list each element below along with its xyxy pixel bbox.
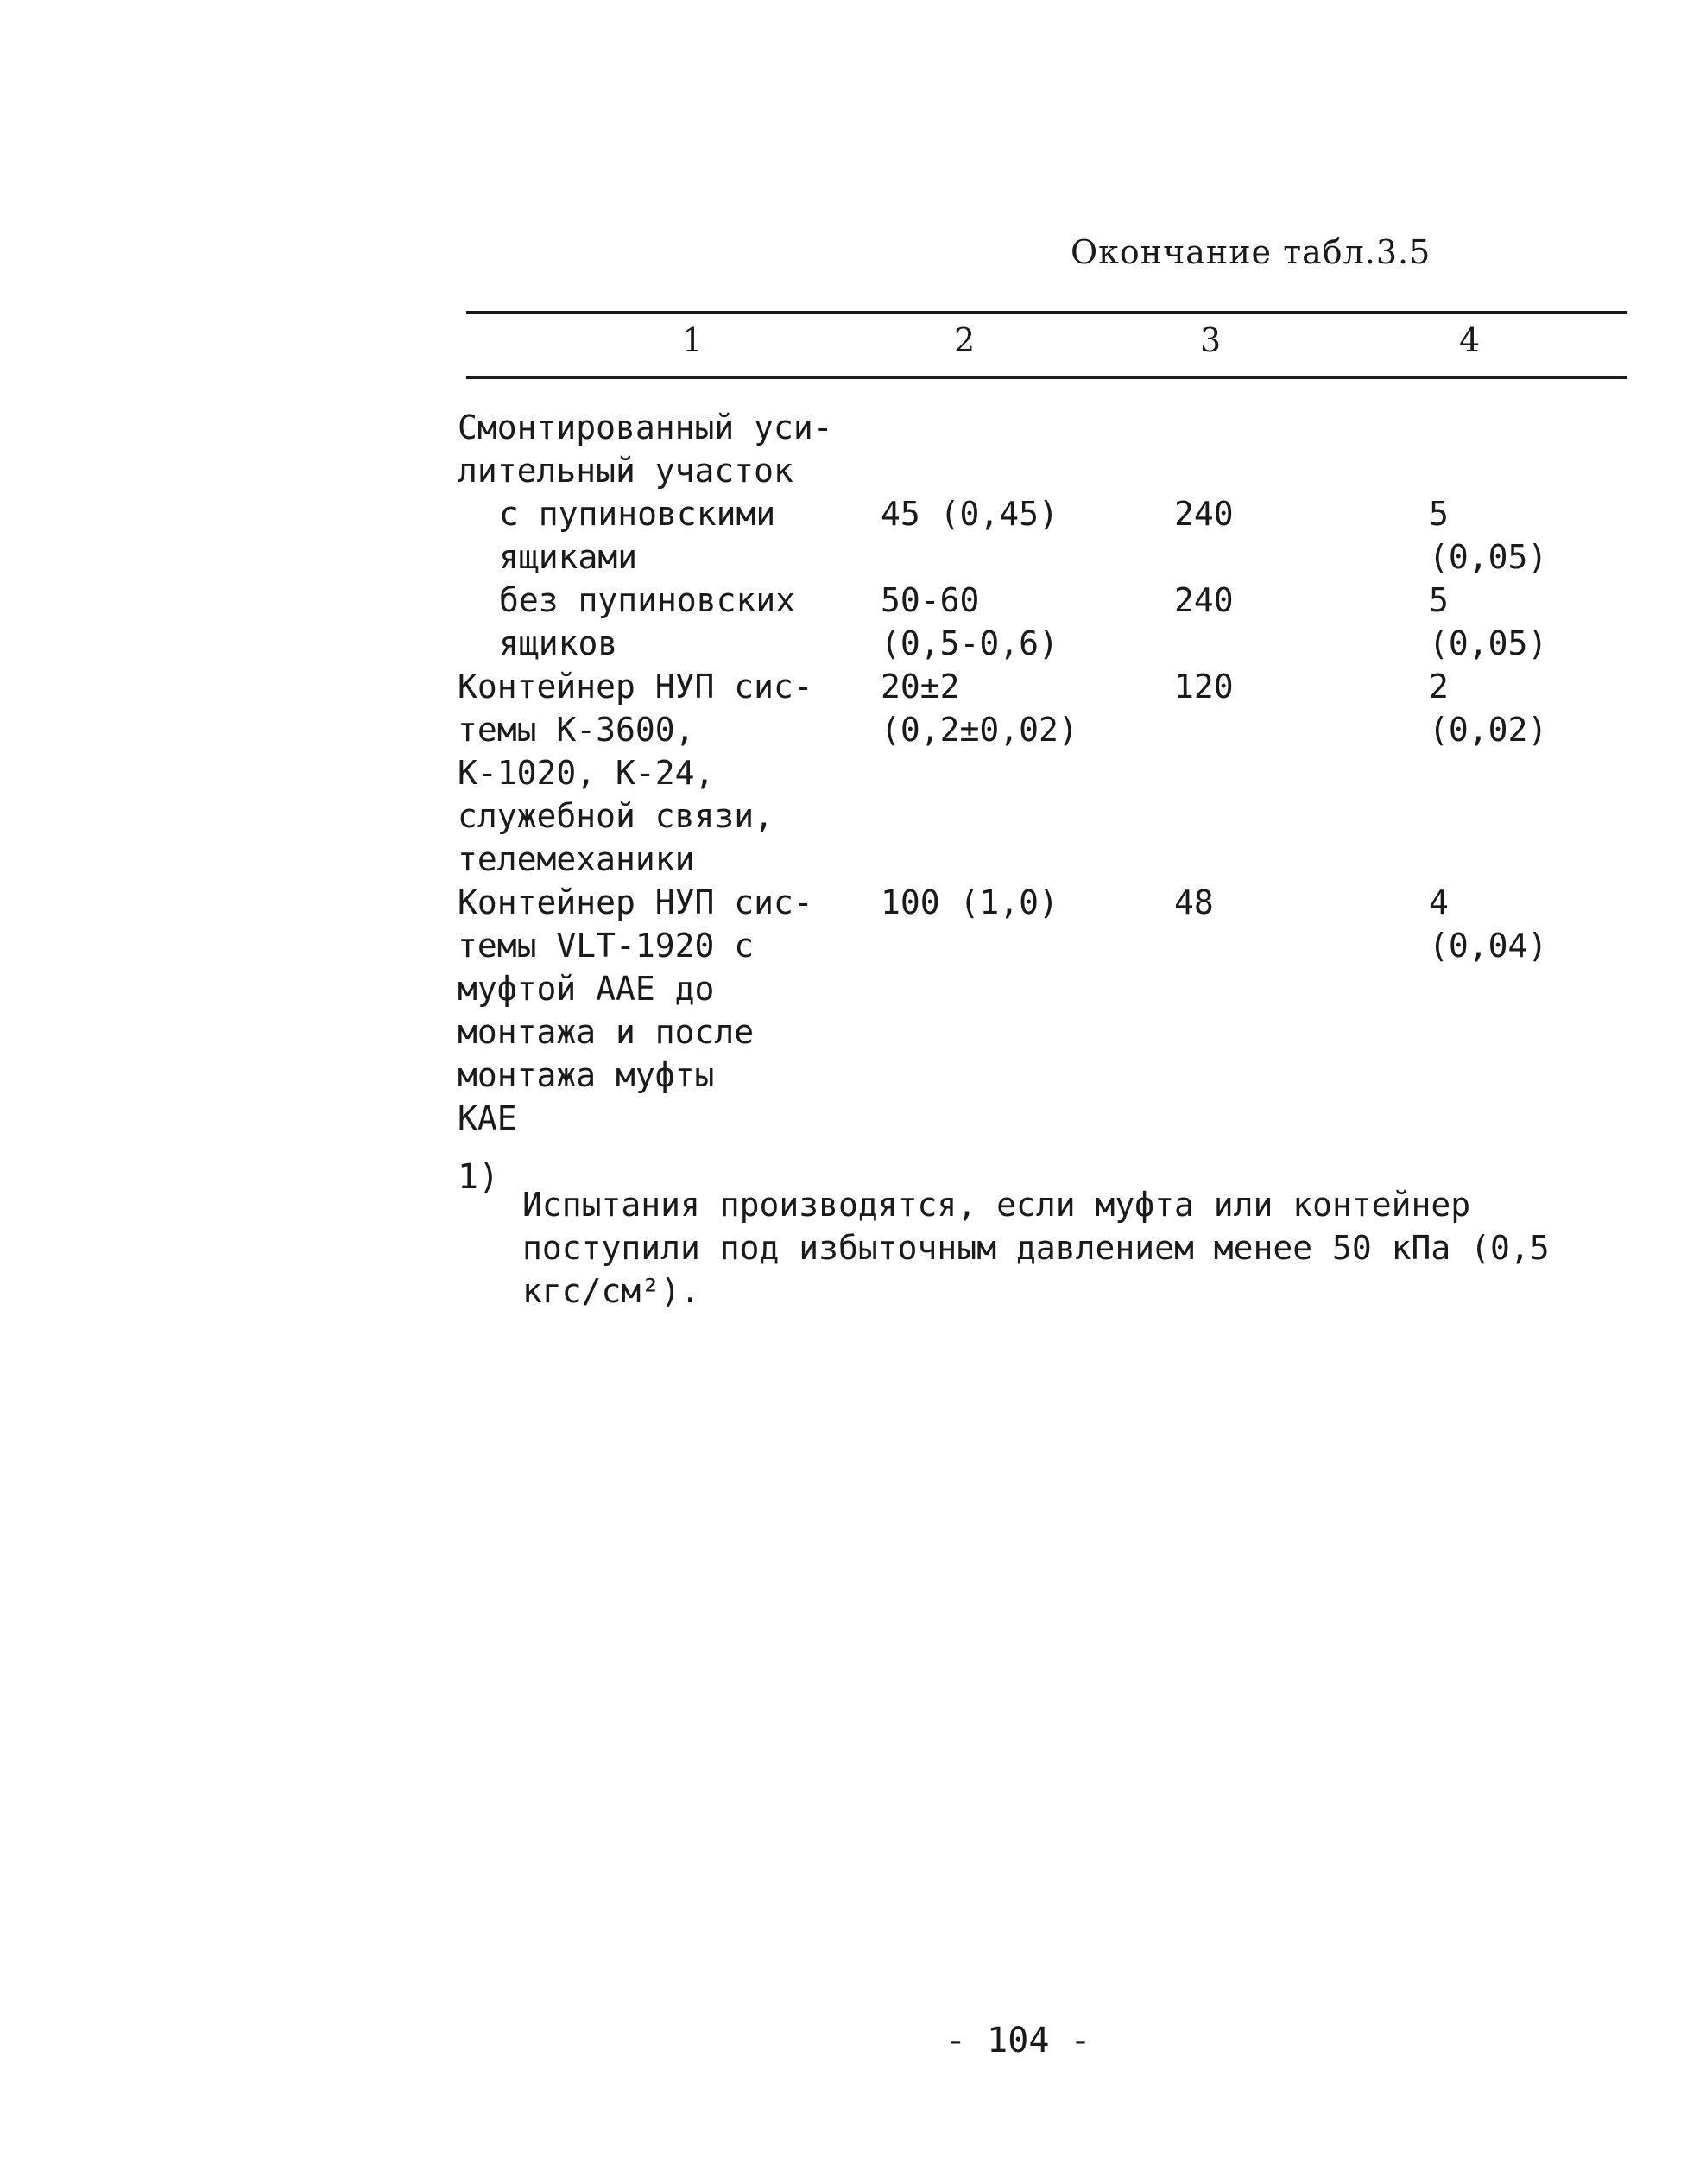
- table-cell-r2-c1: ящиками: [499, 538, 638, 576]
- table-cell-r3-c2: 50-60: [881, 581, 980, 619]
- table-cell-r5-c4: 4: [1429, 883, 1449, 921]
- table-cell-r5-c2: 100 (1,0): [881, 883, 1058, 921]
- table-cell-r4-c1: темы К-3600,: [458, 711, 695, 749]
- table-cell-r4-c2: 20±2: [881, 668, 960, 706]
- table-cell-r2-c4: (0,05): [1429, 538, 1548, 576]
- footnote-marker: 1): [458, 1157, 500, 1197]
- table-cell-r3-c4: 5: [1429, 581, 1449, 619]
- table-cell-r1-c1: Смонтированный уси-: [458, 408, 833, 446]
- table-cell-r2-c2: 45 (0,45): [881, 495, 1058, 533]
- table-cell-r4-c3: 120: [1174, 668, 1234, 706]
- table-cell-r3-c4: (0,05): [1429, 624, 1548, 662]
- table-cell-r2-c1: с пупиновскими: [499, 495, 776, 533]
- table-cell-r3-c2: (0,5-0,6): [881, 624, 1058, 662]
- table-cell-r4-c1: телемеханики: [458, 840, 695, 878]
- table-cell-r4-c1: служебной связи,: [458, 797, 774, 835]
- table-cell-r3-c1: без пупиновских: [499, 581, 796, 619]
- footnote-text: Испытания производятся, если муфта или контейнер поступили под избыточным давлением менее 50 кПа (0,5 кгс/см²).: [522, 1186, 1550, 1310]
- table-cell-r5-c1: монтажа муфты: [458, 1056, 715, 1094]
- table-cell-r5-c1: монтажа и после: [458, 1013, 755, 1051]
- table-cell-r5-c1: КАЕ: [458, 1099, 517, 1137]
- column-header-1: 1: [682, 321, 704, 359]
- table-cell-r5-c1: темы VLT-1920 с: [458, 927, 755, 965]
- table-cell-r1-c1: лительный участок: [458, 452, 793, 490]
- table-cell-r2-c4: 5: [1429, 495, 1449, 533]
- table-top-rule: [466, 311, 1627, 314]
- page-number: - 104 -: [945, 2021, 1091, 2061]
- table-cell-r4-c1: К-1020, К-24,: [458, 754, 715, 792]
- column-header-3: 3: [1200, 321, 1222, 359]
- column-header-2: 2: [954, 321, 976, 359]
- table-cell-r4-c1: Контейнер НУП сис-: [458, 668, 813, 706]
- table-cell-r4-c4: 2: [1429, 668, 1449, 706]
- table-cell-r5-c4: (0,04): [1429, 927, 1548, 965]
- table-header-rule: [466, 376, 1627, 379]
- table-cell-r2-c3: 240: [1174, 495, 1234, 533]
- table-cell-r4-c2: (0,2±0,02): [881, 711, 1078, 749]
- table-cell-r3-c1: ящиков: [499, 624, 618, 662]
- table-cell-r3-c3: 240: [1174, 581, 1234, 619]
- table-caption: Окончание табл.3.5: [1071, 233, 1431, 271]
- table-cell-r4-c4: (0,02): [1429, 711, 1548, 749]
- table-cell-r5-c1: Контейнер НУП сис-: [458, 883, 813, 921]
- column-header-4: 4: [1459, 321, 1481, 359]
- table-cell-r5-c1: муфтой ААЕ до: [458, 970, 715, 1008]
- table-cell-r5-c3: 48: [1174, 883, 1214, 921]
